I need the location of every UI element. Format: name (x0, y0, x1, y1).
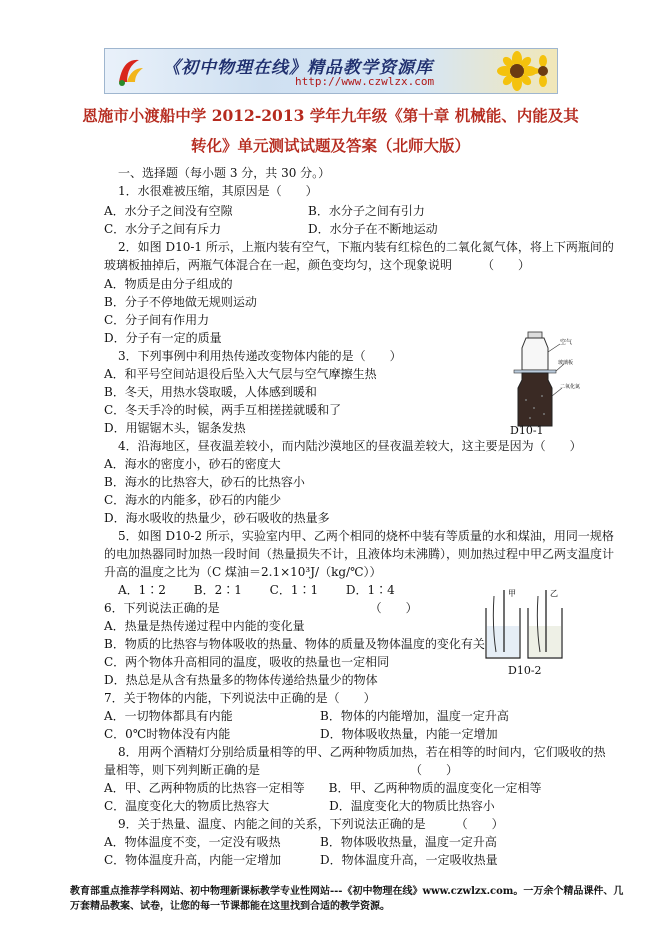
text-line: A．物质是由分子组成的 (104, 277, 233, 291)
text-line: C．两个物体升高相同的温度，吸收的热量也一定相同 (104, 655, 390, 669)
figure-d10-2-beakers (482, 586, 568, 662)
text-line: A．一切物体都具有内能 (104, 709, 233, 723)
fig1-label-glass: 玻璃板 (558, 360, 574, 366)
text-line: C．水分子之间有斥力 (104, 222, 222, 236)
text-line: B．冬天，用热水袋取暖，人体感到暖和 (104, 385, 317, 399)
banner-title: 《初中物理在线》精品教学资源库 (163, 58, 433, 78)
text-line: 量相等，则下列判断正确的是 （ ） (104, 763, 459, 777)
figure-d10-2-caption: D10-2 (508, 664, 542, 677)
header-banner (104, 48, 558, 94)
text-line: 8．用两个酒精灯分别给质量相等的甲、乙两种物质加热，若在相等的时间内，它们吸收的热 (118, 745, 606, 759)
fig2-label-jia: 甲 (508, 589, 516, 598)
text-line: D．热总是从含有热量多的物体传递给热量少的物体 (104, 673, 378, 687)
text-line: 4．沿海地区，昼夜温差较小，而内陆沙漠地区的昼夜温差较大，这主要是因为（ ） (118, 439, 582, 453)
fig1-label-air: 空气 (560, 339, 573, 346)
banner-url[interactable]: http://www.czwlzx.com (295, 75, 435, 88)
text-line: D．物体温度升高，一定吸收热量 (320, 853, 498, 867)
text-line: A．海水的密度小，砂石的密度大 (104, 457, 281, 471)
fig1-label-no2: 二氧化氮 (560, 384, 581, 390)
text-line: B．分子不停地做无规则运动 (104, 295, 257, 309)
text-line: 5．如图 D10-2 所示，实验室内甲、乙两个相同的烧杯中装有等质量的水和煤油，用同一规格 (118, 529, 614, 543)
text-line: 玻璃板抽掉后，两瓶气体混合在一起，颜色变均匀，这个现象说明 （ ） (104, 258, 531, 272)
text-line: 9．关于热量、温度、内能之间的关系，下列说法正确的是 （ ） (118, 817, 504, 831)
text-line: D．分子有一定的质量 (104, 331, 222, 345)
figure-d10-1-caption: D10-1 (510, 424, 544, 437)
page-footer: 教育部重点推荐学科网站、初中物理新课标教学专业性网站---《初中物理在线》www.czwlzx.com。一万余个精品课件、几万套精品教案、试卷，让您的每一节课都能在这里找到合适的教学资源。 (70, 886, 624, 912)
text-line: C．温度变化大的物质比热容大 D．温度变化大的物质比热容小 (104, 799, 495, 813)
text-line: 7．关于物体的内能，下列说法中正确的是（ ） (104, 691, 376, 705)
text-line: B．海水的比热容大，砂石的比热容小 (104, 475, 305, 489)
text-line: A．水分子之间没有空隙 (104, 204, 233, 218)
text-line: C．海水的内能多，砂石的内能少 (104, 493, 282, 507)
text-line: A．热量是热传递过程中内能的变化量 (104, 619, 305, 633)
text-line: 一、选择题（每小题 3 分，共 30 分。） (118, 166, 331, 180)
text-line: D．水分子在不断地运动 (308, 222, 438, 236)
text-line: A．1∶2 B．2∶1 C．1∶1 D．1∶4 (118, 583, 395, 597)
text-line: C．物体温度升高，内能一定增加 (104, 853, 282, 867)
text-line: B．物体的内能增加，温度一定升高 (320, 709, 509, 723)
fig2-label-yi: 乙 (550, 589, 558, 598)
document-title-line-1: 恩施市小渡船中学 2012-2013 学年九年级《第十章 机械能、内能及其 (82, 106, 579, 125)
site-logo-icon (113, 54, 147, 88)
text-line: 6．下列说法正确的是 （ ） (104, 601, 418, 615)
text-line: B．水分子之间有引力 (308, 204, 425, 218)
text-line: D．物体吸收热量，内能一定增加 (320, 727, 498, 741)
text-line: C．分子间有作用力 (104, 313, 210, 327)
text-line: B．物质的比热容与物体吸收的热量、物体的质量及物体温度的变化有关 (104, 637, 485, 651)
text-line: 3．下列事例中利用热传递改变物体内能的是（ ） (118, 349, 402, 363)
text-line: D．用锯锯木头，锯条发热 (104, 421, 246, 435)
text-line: C．冬天手冷的时候，两手互相搓搓就暖和了 (104, 403, 342, 417)
sunflower-icon (499, 51, 551, 91)
text-line: 1．水很难被压缩，其原因是（ ） (118, 184, 318, 198)
text-line: A．甲、乙两种物质的比热容一定相等 B．甲、乙两种物质的温度变化一定相等 (104, 781, 542, 795)
text-line: D．海水吸收的热量少，砂石吸收的热量多 (104, 511, 330, 525)
figure-d10-1-bottles (500, 330, 581, 430)
text-line: A．物体温度不变，一定没有吸热 (104, 835, 281, 849)
text-line: 升高的温度之比为（C 煤油＝2.1×10³J/（kg/℃）） (104, 565, 382, 579)
text-line: 2．如图 D10-1 所示，上瓶内装有空气，下瓶内装有红棕色的二氧化氮气体，将上下两瓶间的 (118, 240, 614, 254)
document-title-line-2: 转化》单元测试试题及答案（北师大版） (190, 136, 470, 155)
text-line: A．和平号空间站退役后坠入大气层与空气摩擦生热 (104, 367, 377, 381)
text-line: 的电加热器同时加热一段时间（热量损失不计，且液体均未沸腾），则加热过程中甲乙两支温度计 (104, 547, 615, 561)
text-line: B．物体吸收热量，温度一定升高 (320, 835, 497, 849)
text-line: C．0℃时物体没有内能 (104, 727, 231, 741)
